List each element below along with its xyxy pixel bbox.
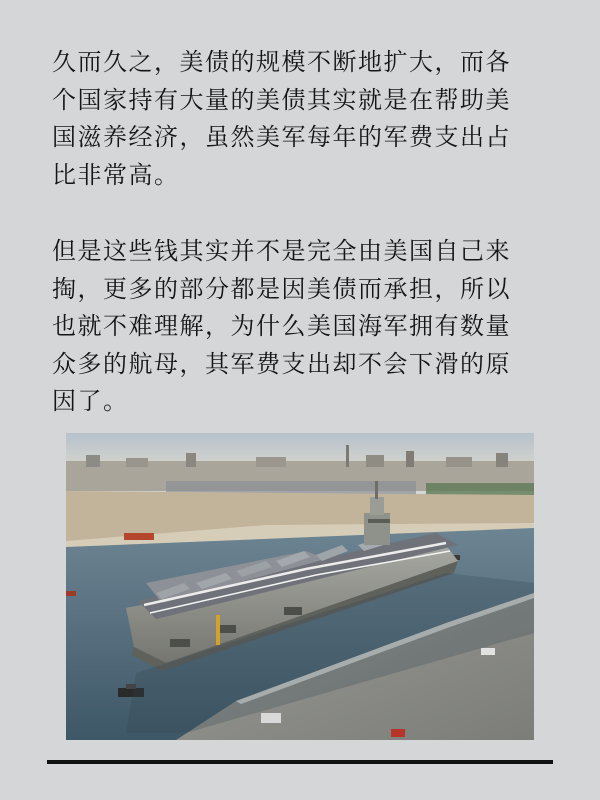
paragraph-line: 掏，更多的部分都是因美债而承担，所以 bbox=[52, 274, 511, 303]
paragraph-line: 国滋养经济，虽然美军每年的军费支出占 bbox=[52, 123, 511, 151]
paragraph-line: 众多的航母，其军费支出却不会下滑的原 bbox=[52, 349, 511, 378]
small-boat bbox=[124, 533, 154, 540]
small-boat bbox=[66, 591, 76, 596]
paragraph-line: 个国家持有大量的美债其实就是在帮助美 bbox=[52, 85, 511, 114]
paragraph-line: 久而久之，美债的规模不断地扩大，而各 bbox=[52, 48, 511, 76]
article-paragraph-1 bbox=[52, 44, 552, 194]
vehicle bbox=[481, 648, 495, 655]
vehicle bbox=[391, 729, 405, 737]
paragraph-line: 因了。 bbox=[52, 387, 129, 415]
paragraph-line: 比非常高。 bbox=[52, 160, 180, 189]
aircraft-carrier-illustration bbox=[66, 433, 534, 740]
aircraft-carrier-photo bbox=[66, 433, 534, 740]
article-paragraph-2 bbox=[52, 233, 552, 421]
paragraph-line: 但是这些钱其实并不是完全由美国自己来 bbox=[52, 237, 511, 265]
paragraph-line: 也就不难理解，为什么美国海军拥有数量 bbox=[52, 312, 511, 340]
divider-bar bbox=[47, 760, 553, 764]
vehicle bbox=[261, 713, 281, 723]
